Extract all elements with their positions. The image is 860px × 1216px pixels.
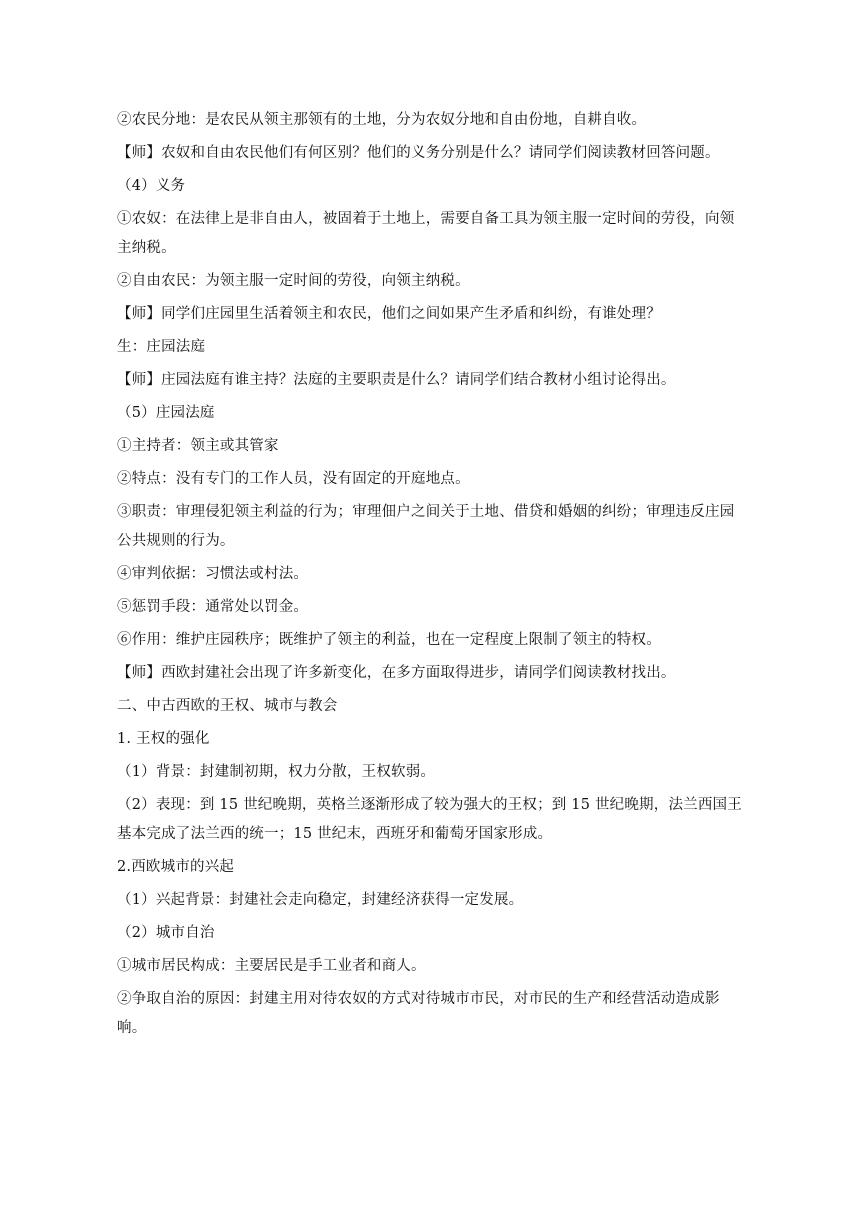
- paragraph-court-features: ②特点：没有专门的工作人员，没有固定的开庭地点。: [117, 471, 470, 487]
- heading-rise-of-cities: 2.西欧城市的兴起: [117, 859, 235, 875]
- heading-manor-court: （5）庄园法庭: [117, 405, 215, 421]
- paragraph-teacher-question-court: 【师】庄园法庭有谁主持？法庭的主要职责是什么？请同学们结合教材小组讨论得出。: [117, 372, 676, 388]
- paragraph-cities-background: （1）兴起背景：封建社会走向稳定，封建经济获得一定发展。: [117, 892, 524, 908]
- paragraph-court-duties: ③职责：审理侵犯领主利益的行为；审理佃户之间关于土地、借贷和婚姻的纠纷；审理违反庄园公共规则的行为。: [117, 504, 735, 549]
- heading-kingship-strengthening: 1. 王权的强化: [117, 731, 210, 747]
- paragraph-court-role: ⑥作用：维护庄园秩序；既维护了领主的利益，也在一定程度上限制了领主的特权。: [117, 632, 661, 648]
- paragraph-teacher-question-serfs: 【师】农奴和自由农民他们有何区别？他们的义务分别是什么？请同学们阅读教材回答问题。: [117, 145, 720, 161]
- paragraph-student-answer: 生：庄园法庭: [117, 339, 206, 355]
- paragraph-kingship-background: （1）背景：封建制初期，权力分散，王权软弱。: [117, 764, 436, 780]
- paragraph-autonomy-reasons: ②争取自治的原因：封建主用对待农奴的方式对待城市市民，对市民的生产和经营活动造成影响。: [117, 991, 720, 1036]
- heading-city-autonomy: （2）城市自治: [117, 925, 215, 941]
- paragraph-teacher-question-changes: 【师】西欧封建社会出现了许多新变化，在多方面取得进步，请同学们阅读教材找出。: [117, 665, 676, 681]
- document-body: [117, 106, 743, 1047]
- paragraph-city-residents: ①城市居民构成：主要居民是手工业者和商人。: [117, 958, 426, 974]
- paragraph-free-peasant-obligations: ②自由农民：为领主服一定时间的劳役，向领主纳税。: [117, 273, 470, 289]
- paragraph-teacher-question-disputes: 【师】同学们庄园里生活着领主和农民，他们之间如果产生矛盾和纠纷，有谁处理？: [117, 306, 661, 322]
- paragraph-kingship-manifestation: （2）表现：到 15 世纪晚期，英格兰逐渐形成了较为强大的王权；到 15 世纪晚期，法兰西国王基本完成了法兰西的统一；15 世纪末，西班牙和葡萄牙国家形成。: [117, 797, 742, 842]
- heading-obligations: （4）义务: [117, 178, 186, 194]
- paragraph-court-basis: ④审判依据：习惯法或村法。: [117, 566, 309, 582]
- paragraph-court-punishment: ⑤惩罚手段：通常处以罚金。: [117, 599, 309, 615]
- section-heading-kingship-cities-church: 二、中古西欧的王权、城市与教会: [117, 698, 338, 714]
- paragraph-court-host: ①主持者：领主或其管家: [117, 438, 279, 454]
- paragraph-serf-obligations: ①农奴：在法律上是非自由人，被固着于土地上，需要自备工具为领主服一定时间的劳役，向领主纳税。: [117, 211, 735, 256]
- paragraph-peasant-land: ②农民分地：是农民从领主那领有的土地，分为农奴分地和自由份地，自耕自收。: [117, 112, 647, 128]
